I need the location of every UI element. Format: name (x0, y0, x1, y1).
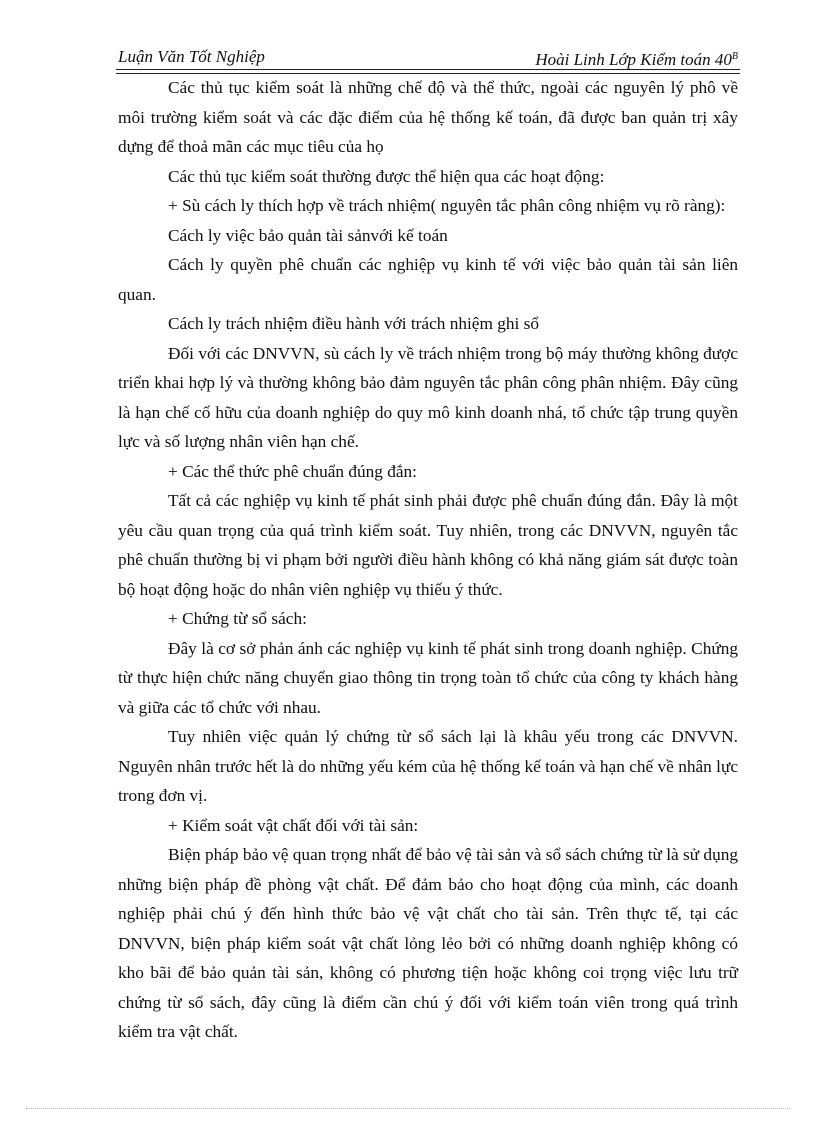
paragraph: Các thủ tục kiểm soát thường được thể hiện qua các hoạt động: (168, 166, 605, 186)
paragraph: Biện pháp bảo vệ quan trọng nhất để bảo vệ tài sản và sổ sách chứng từ là sử dụng những biện pháp đề phòng vật chất. Để đảm bảo cho hoạt động của mình, các doanh nghiệp phải chú ý đến hình thức bảo vệ vật chất cho tài sản. Trên thực tế, tại các DNVVN, biện pháp kiểm soát vật chất lỏng lẻo bởi có những doanh nghiệp không có kho bãi để bảo quản tài sản, không có phương tiện hoặc không coi trọng việc lưu trữ chứng từ sổ sách, đây cũng là điểm cần chú ý đối với kiểm toán viên trong quá trình kiểm tra vật chất. (118, 845, 738, 1041)
paragraph: Cách ly việc bảo quản tài sảnvới kế toán (168, 225, 448, 245)
paragraph: + Các thể thức phê chuẩn đúng đắn: (168, 461, 417, 481)
paragraph: + Kiểm soát vật chất đối với tài sản: (168, 815, 419, 835)
paragraph: Tất cả các nghiệp vụ kinh tế phát sinh phải được phê chuẩn đúng đắn. Đây là một yêu cầu quan trọng của quá trình kiểm soát. Tuy nhiên, trong các DNVVN, nguyên tắc phê chuẩn thường bị vi phạm bởi người điều hành không có khả năng giám sát được toàn bộ hoạt động hoặc do nhân viên nghiệp vụ thiếu ý thức. (118, 491, 738, 599)
footer-dotted-rule (26, 1108, 790, 1109)
paragraph: + Chứng từ sổ sách: (168, 609, 307, 628)
paragraph: Cách ly quyền phê chuẩn các nghiệp vụ kinh tế với việc bảo quản tài sản liên quan. (118, 255, 738, 304)
header-author-text: Hoài Linh Lớp Kiểm toán 40 (535, 50, 732, 69)
paragraph: Đây là cơ sở phản ánh các nghiệp vụ kinh tế phát sinh trong doanh nghiệp. Chứng từ thực hiện chức năng chuyển giao thông tin trọng toàn tổ chức của công ty khách hàng và giữa các tổ chức với nhau. (118, 638, 738, 717)
header-class-superscript: B (731, 51, 738, 62)
page-header (118, 44, 738, 70)
paragraph: Các thủ tục kiểm soát là những chế độ và thể thức, ngoài các nguyên lý phô về môi trường kiểm soát và các đặc điểm của hệ thống kế toán, đã được ban quản trị xây dựng để thoả mãn các mục tiêu của họ (118, 78, 738, 156)
paragraph: Đối với các DNVVN, sù cách ly về trách nhiệm trong bộ máy thường không được triển khai hợp lý và thường không bảo đảm nguyên tắc phân công phân nhiệm. Đây cũng là hạn chế cố hữu của doanh nghiệp do quy mô kinh doanh nhá, tổ chức tập trung quyền lực và số lượng nhân viên hạn chế. (118, 343, 738, 451)
paragraph: Tuy nhiên việc quản lý chứng từ sổ sách lại là khâu yếu trong các DNVVN. Nguyên nhân trước hết là do những yếu kém của hệ thống kế toán và hạn chế về nhân lực trong đơn vị. (118, 727, 738, 805)
document-body (118, 73, 738, 1047)
paragraph: + Sù cách ly thích hợp về trách nhiệm( nguyên tắc phân công nhiệm vụ rõ ràng): (168, 196, 726, 215)
paragraph: Cách ly trách nhiệm điều hành với trách nhiệm ghi sổ (168, 314, 539, 333)
header-thesis-title: Luận Văn Tốt Nghiệp (118, 47, 265, 66)
